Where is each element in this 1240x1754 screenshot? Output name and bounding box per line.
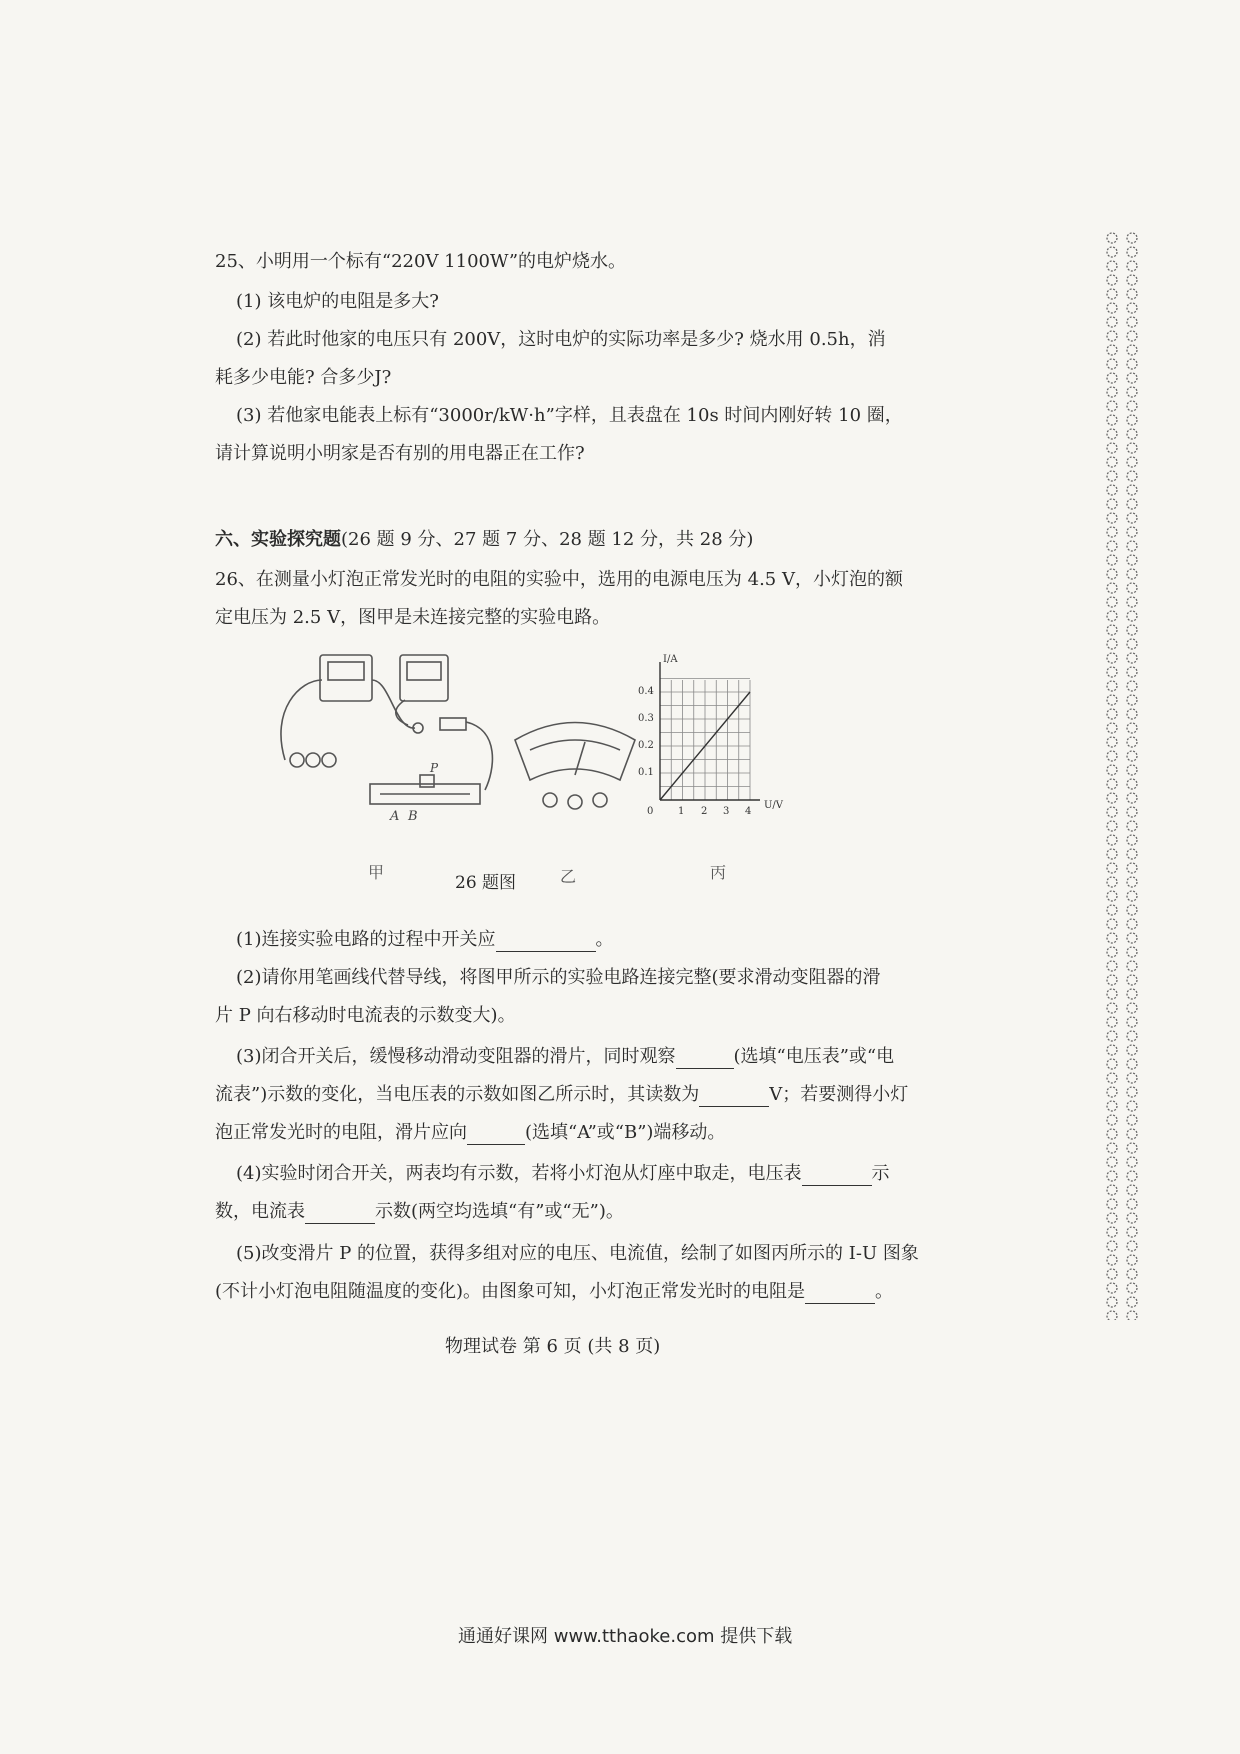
flower-ornament-icon — [1107, 821, 1117, 831]
flower-ornament-icon — [1127, 1213, 1137, 1223]
flower-ornament-icon — [1107, 513, 1117, 523]
flower-ornament-icon — [1127, 751, 1137, 761]
flower-ornament-icon — [1107, 975, 1117, 985]
q25-part1: (1) 该电炉的电阻是多大? — [236, 291, 439, 312]
q26-part1-text: (1)连接实验电路的过程中开关应 — [236, 929, 496, 950]
flower-ornament-icon — [1107, 443, 1117, 453]
flower-ornament-icon — [1127, 779, 1137, 789]
q26-part3-text2-end: V；若要测得小灯 — [769, 1084, 909, 1105]
figure-26-drawing — [280, 650, 800, 865]
page-footer: 物理试卷 第 6 页 (共 8 页) — [445, 1336, 661, 1357]
flower-ornament-icon — [1127, 1269, 1137, 1279]
flower-ornament-icon — [1107, 779, 1117, 789]
terminal-icon — [543, 793, 557, 807]
q26-part1 — [236, 928, 936, 952]
flower-ornament-icon — [1107, 499, 1117, 509]
flower-ornament-icon — [1127, 583, 1137, 593]
flower-ornament-icon — [1107, 849, 1117, 859]
flower-ornament-icon — [1107, 233, 1117, 243]
flower-ornament-icon — [1107, 891, 1117, 901]
answer-blank[interactable] — [805, 1285, 875, 1304]
q26-stem-line2: 定电压为 2.5 V，图甲是未连接完整的实验电路。 — [215, 607, 611, 628]
flower-ornament-icon — [1127, 569, 1137, 579]
meter-scale-icon — [530, 740, 620, 750]
q26-part3-text1-end: (选填“电压表”或“电 — [733, 1046, 895, 1067]
flower-ornament-icon — [1127, 429, 1137, 439]
flower-ornament-icon — [1107, 877, 1117, 887]
flower-ornament-icon — [1127, 1143, 1137, 1153]
flower-ornament-icon — [1107, 429, 1117, 439]
flower-ornament-icon — [1127, 695, 1137, 705]
q26-part4-text1-end: 示 — [871, 1163, 890, 1184]
flower-ornament-icon — [1107, 247, 1117, 257]
flower-ornament-icon — [1107, 275, 1117, 285]
flower-ornament-icon — [1107, 261, 1117, 271]
flower-ornament-icon — [1127, 359, 1137, 369]
q26-part3-text3: 泡正常发光时的电阻，滑片应向 — [215, 1122, 467, 1143]
flower-ornament-icon — [1127, 737, 1137, 747]
flower-ornament-icon — [1127, 1087, 1137, 1097]
q25-stem: 25、小明用一个标有“220V 1100W”的电炉烧水。 — [215, 251, 627, 272]
flower-ornament-icon — [1107, 303, 1117, 313]
flower-ornament-icon — [1107, 639, 1117, 649]
flower-ornament-icon — [1107, 387, 1117, 397]
flower-ornament-icon — [1107, 1073, 1117, 1083]
figure-label-yi: 乙 — [560, 867, 577, 886]
q25-part3-line1: (3) 若他家电能表上标有“3000r/kW·h”字样，且表盘在 10s 时间内刚好转 10 圈， — [236, 405, 903, 426]
flower-ornament-icon — [1107, 793, 1117, 803]
flower-ornament-icon — [1127, 457, 1137, 467]
flower-ornament-icon — [1127, 1227, 1137, 1237]
flower-ornament-icon — [1127, 723, 1137, 733]
flower-ornament-icon — [1127, 1115, 1137, 1125]
rheostat-label-p: P — [430, 761, 439, 775]
flower-ornament-icon — [1127, 261, 1137, 271]
flower-ornament-icon — [1127, 289, 1137, 299]
flower-ornament-icon — [1107, 1297, 1117, 1307]
flower-ornament-icon — [1107, 933, 1117, 943]
switch-icon — [440, 718, 466, 730]
flower-ornament-icon — [1127, 1073, 1137, 1083]
flower-ornament-icon — [1107, 947, 1117, 957]
graph-xtick: 1 — [678, 806, 685, 817]
flower-ornament-icon — [1127, 989, 1137, 999]
flower-ornament-icon — [1107, 1031, 1117, 1041]
flower-ornament-icon — [1107, 569, 1117, 579]
flower-ornament-icon — [1107, 1157, 1117, 1167]
flower-ornament-icon — [1127, 919, 1137, 929]
flower-ornament-icon — [1107, 1241, 1117, 1251]
flower-ornament-icon — [1107, 485, 1117, 495]
q26-part2-line1: (2)请你用笔画线代替导线，将图甲所示的实验电路连接完整(要求滑动变阻器的滑 — [236, 967, 881, 988]
flower-ornament-icon — [1127, 961, 1137, 971]
flower-ornament-icon — [1107, 1269, 1117, 1279]
q25-part2-line1: (2) 若此时他家的电压只有 200V，这时电炉的实际功率是多少? 烧水用 0.5h，消 — [236, 329, 886, 350]
flower-ornament-icon — [1107, 905, 1117, 915]
flower-ornament-icon — [1107, 401, 1117, 411]
battery-icon — [306, 753, 320, 767]
flower-ornament-icon — [1107, 625, 1117, 635]
q26-part5-text: (不计小灯泡电阻随温度的变化)。由图象可知，小灯泡正常发光时的电阻是 — [215, 1281, 806, 1302]
flower-ornament-icon — [1107, 1227, 1117, 1237]
q26-stem-line1: 26、在测量小灯泡正常发光时的电阻的实验中，选用的电源电压为 4.5 V，小灯泡的额 — [215, 569, 903, 590]
iu-graph-axes — [660, 662, 760, 800]
flower-ornament-icon — [1127, 821, 1137, 831]
flower-ornament-icon — [1127, 387, 1137, 397]
flower-ornament-icon — [1127, 1017, 1137, 1027]
flower-ornament-icon — [1127, 947, 1137, 957]
flower-ornament-icon — [1127, 877, 1137, 887]
flower-ornament-icon — [1107, 345, 1117, 355]
terminal-icon — [568, 795, 582, 809]
flower-ornament-icon — [1107, 373, 1117, 383]
graph-ytick: 0.3 — [638, 713, 654, 724]
flower-ornament-icon — [1127, 415, 1137, 425]
battery-icon — [290, 753, 304, 767]
flower-ornament-icon — [1127, 317, 1137, 327]
flower-ornament-icon — [1127, 905, 1137, 915]
flower-ornament-icon — [1107, 527, 1117, 537]
rheostat-label-a: A — [390, 809, 400, 824]
flower-ornament-icon — [1127, 1059, 1137, 1069]
flower-ornament-icon — [1127, 639, 1137, 649]
q26-part5-line2 — [215, 1280, 915, 1304]
flower-ornament-icon — [1107, 695, 1117, 705]
flower-ornament-icon — [1127, 681, 1137, 691]
answer-blank[interactable] — [496, 933, 596, 952]
graph-xtick: 4 — [745, 806, 752, 817]
rheostat-label-b: B — [408, 809, 418, 824]
flower-ornament-icon — [1127, 765, 1137, 775]
flower-ornament-icon — [1127, 555, 1137, 565]
wire-icon — [466, 722, 492, 790]
flower-ornament-icon — [1127, 1199, 1137, 1209]
flower-ornament-icon — [1127, 807, 1137, 817]
flower-ornament-icon — [1107, 331, 1117, 341]
wire-icon — [372, 680, 415, 728]
graph-xtick: 0 — [647, 806, 654, 817]
flower-ornament-icon — [1127, 653, 1137, 663]
voltmeter-dial-icon — [407, 662, 441, 680]
flower-ornament-icon — [1127, 625, 1137, 635]
flower-ornament-icon — [1107, 1311, 1117, 1320]
flower-ornament-icon — [1127, 401, 1137, 411]
q26-part4-line2 — [215, 1200, 915, 1224]
flower-ornament-icon — [1127, 1283, 1137, 1293]
flower-ornament-icon — [1107, 653, 1117, 663]
answer-blank[interactable] — [699, 1088, 769, 1107]
flower-ornament-icon — [1127, 1003, 1137, 1013]
circuit-jia — [281, 655, 492, 804]
flower-ornament-icon — [1127, 541, 1137, 551]
flower-ornament-icon — [1107, 583, 1117, 593]
flower-ornament-icon — [1127, 373, 1137, 383]
section6-scoring: (26 题 9 分、27 题 7 分、28 题 12 分，共 28 分) — [341, 529, 754, 550]
iu-graph-bing — [660, 679, 750, 801]
flower-ornament-icon — [1107, 667, 1117, 677]
flower-ornament-icon — [1107, 1101, 1117, 1111]
q25-part3-line2: 请计算说明小明家是否有别的用电器正在工作? — [215, 443, 585, 464]
flower-ornament-icon — [1107, 1087, 1117, 1097]
flower-ornament-icon — [1107, 1129, 1117, 1139]
answer-blank[interactable] — [676, 1050, 734, 1069]
flower-ornament-icon — [1127, 933, 1137, 943]
flower-ornament-icon — [1127, 1297, 1137, 1307]
flower-ornament-icon — [1107, 597, 1117, 607]
flower-ornament-icon — [1107, 961, 1117, 971]
flower-ornament-icon — [1107, 289, 1117, 299]
flower-ornament-icon — [1127, 849, 1137, 859]
q26-part3-text3-end: (选填“A”或“B”)端移动。 — [525, 1122, 726, 1143]
flower-ornament-icon — [1127, 1101, 1137, 1111]
flower-ornament-icon — [1107, 723, 1117, 733]
flower-ornament-icon — [1127, 1045, 1137, 1055]
flower-ornament-icon — [1107, 1185, 1117, 1195]
answer-blank[interactable] — [467, 1126, 525, 1145]
q26-part3-line3 — [215, 1121, 915, 1145]
graph-xlabel: U/V — [764, 800, 784, 811]
graph-ytick: 0.4 — [638, 686, 654, 697]
flower-ornament-icon — [1107, 1115, 1117, 1125]
flower-ornament-icon — [1107, 765, 1117, 775]
graph-xtick: 3 — [723, 806, 730, 817]
rheostat-slider-icon — [420, 775, 434, 787]
graph-ytick: 0.2 — [638, 740, 654, 751]
flower-ornament-icon — [1127, 485, 1137, 495]
q26-part1-end: 。 — [595, 929, 614, 950]
flower-ornament-icon — [1127, 793, 1137, 803]
flower-ornament-icon — [1127, 863, 1137, 873]
q26-part3-text1: (3)闭合开关后，缓慢移动滑动变阻器的滑片，同时观察 — [236, 1046, 676, 1067]
flower-ornament-icon — [1107, 863, 1117, 873]
q26-part4-text2-end: 示数(两空均选填“有”或“无”)。 — [375, 1201, 624, 1222]
q26-part3-text2: 流表”)示数的变化，当电压表的示数如图乙所示时，其读数为 — [215, 1084, 700, 1105]
answer-blank[interactable] — [305, 1205, 375, 1224]
q26-part5-line1: (5)改变滑片 P 的位置，获得多组对应的电压、电流值，绘制了如图丙所示的 I-U 图象 — [236, 1243, 919, 1264]
flower-ornament-icon — [1107, 555, 1117, 565]
flower-ornament-icon — [1127, 975, 1137, 985]
q26-part3-line1 — [236, 1045, 936, 1069]
flower-ornament-icon — [1127, 345, 1137, 355]
voltmeter-face-yi — [515, 723, 635, 810]
binding-margin-flower-icon — [1100, 230, 1146, 1320]
flower-ornament-icon — [1127, 233, 1137, 243]
meter-face-icon — [515, 723, 635, 781]
flower-ornament-icon — [1127, 275, 1137, 285]
figure-label-bing: 丙 — [710, 863, 727, 882]
flower-ornament-icon — [1127, 667, 1137, 677]
flower-ornament-icon — [1127, 1311, 1137, 1320]
flower-ornament-icon — [1127, 303, 1137, 313]
flower-ornament-icon — [1107, 807, 1117, 817]
battery-icon — [322, 753, 336, 767]
flower-ornament-icon — [1127, 1255, 1137, 1265]
flower-ornament-icon — [1127, 499, 1137, 509]
terminal-icon — [593, 793, 607, 807]
flower-ornament-icon — [1127, 247, 1137, 257]
flower-ornament-icon — [1127, 471, 1137, 481]
flower-ornament-icon — [1107, 1199, 1117, 1209]
q26-part5-end: 。 — [875, 1281, 894, 1302]
flower-ornament-icon — [1107, 1017, 1117, 1027]
wire-icon — [281, 680, 322, 760]
flower-ornament-icon — [1127, 1171, 1137, 1181]
flower-ornament-icon — [1127, 709, 1137, 719]
flower-ornament-icon — [1127, 1129, 1137, 1139]
site-credit: 通通好课网 www.tthaoke.com 提供下载 — [458, 1626, 793, 1647]
flower-ornament-icon — [1127, 331, 1137, 341]
flower-ornament-icon — [1107, 1059, 1117, 1069]
flower-ornament-icon — [1107, 1143, 1117, 1153]
flower-ornament-icon — [1127, 443, 1137, 453]
flower-ornament-icon — [1107, 989, 1117, 999]
flower-ornament-icon — [1107, 737, 1117, 747]
graph-ylabel: I/A — [663, 654, 678, 665]
flower-ornament-icon — [1107, 611, 1117, 621]
flower-ornament-icon — [1107, 471, 1117, 481]
flower-ornament-icon — [1107, 359, 1117, 369]
flower-ornament-icon — [1127, 835, 1137, 845]
q26-part4-text2: 数，电流表 — [215, 1201, 305, 1222]
graph-xtick: 2 — [701, 806, 708, 817]
flower-ornament-icon — [1107, 751, 1117, 761]
flower-ornament-icon — [1107, 1283, 1117, 1293]
flower-ornament-icon — [1107, 709, 1117, 719]
answer-blank[interactable] — [802, 1167, 872, 1186]
q26-part4-text1: (4)实验时闭合开关，两表均有示数，若将小灯泡从灯座中取走，电压表 — [236, 1163, 802, 1184]
flower-ornament-icon — [1127, 891, 1137, 901]
q25-part2-line2: 耗多少电能? 合多少J? — [215, 367, 392, 388]
figure-26-caption: 26 题图 — [455, 873, 517, 893]
flower-ornament-icon — [1127, 1031, 1137, 1041]
flower-ornament-icon — [1107, 1255, 1117, 1265]
flower-ornament-icon — [1107, 317, 1117, 327]
q26-part2-line2: 片 P 向右移动时电流表的示数变大)。 — [215, 1005, 516, 1026]
flower-ornament-icon — [1127, 1185, 1137, 1195]
flower-ornament-icon — [1127, 1241, 1137, 1251]
flower-ornament-icon — [1107, 1045, 1117, 1055]
flower-ornament-icon — [1107, 1003, 1117, 1013]
flower-ornament-icon — [1127, 527, 1137, 537]
ammeter-dial-icon — [328, 662, 364, 680]
flower-ornament-icon — [1107, 457, 1117, 467]
q26-part4-line1 — [236, 1162, 936, 1186]
section6-heading — [215, 528, 915, 552]
flower-ornament-icon — [1107, 541, 1117, 551]
flower-ornament-icon — [1107, 681, 1117, 691]
q26-part3-line2 — [215, 1083, 915, 1107]
flower-ornament-icon — [1127, 611, 1137, 621]
section6-title: 六、实验探究题 — [215, 529, 341, 550]
flower-ornament-icon — [1127, 513, 1137, 523]
flower-ornament-icon — [1107, 1171, 1117, 1181]
flower-ornament-icon — [1127, 597, 1137, 607]
figure-label-jia: 甲 — [368, 863, 385, 882]
flower-ornament-icon — [1107, 1213, 1117, 1223]
flower-ornament-icon — [1107, 415, 1117, 425]
flower-ornament-icon — [1107, 919, 1117, 929]
flower-ornament-icon — [1127, 1157, 1137, 1167]
flower-ornament-icon — [1107, 835, 1117, 845]
graph-ytick: 0.1 — [638, 767, 654, 778]
